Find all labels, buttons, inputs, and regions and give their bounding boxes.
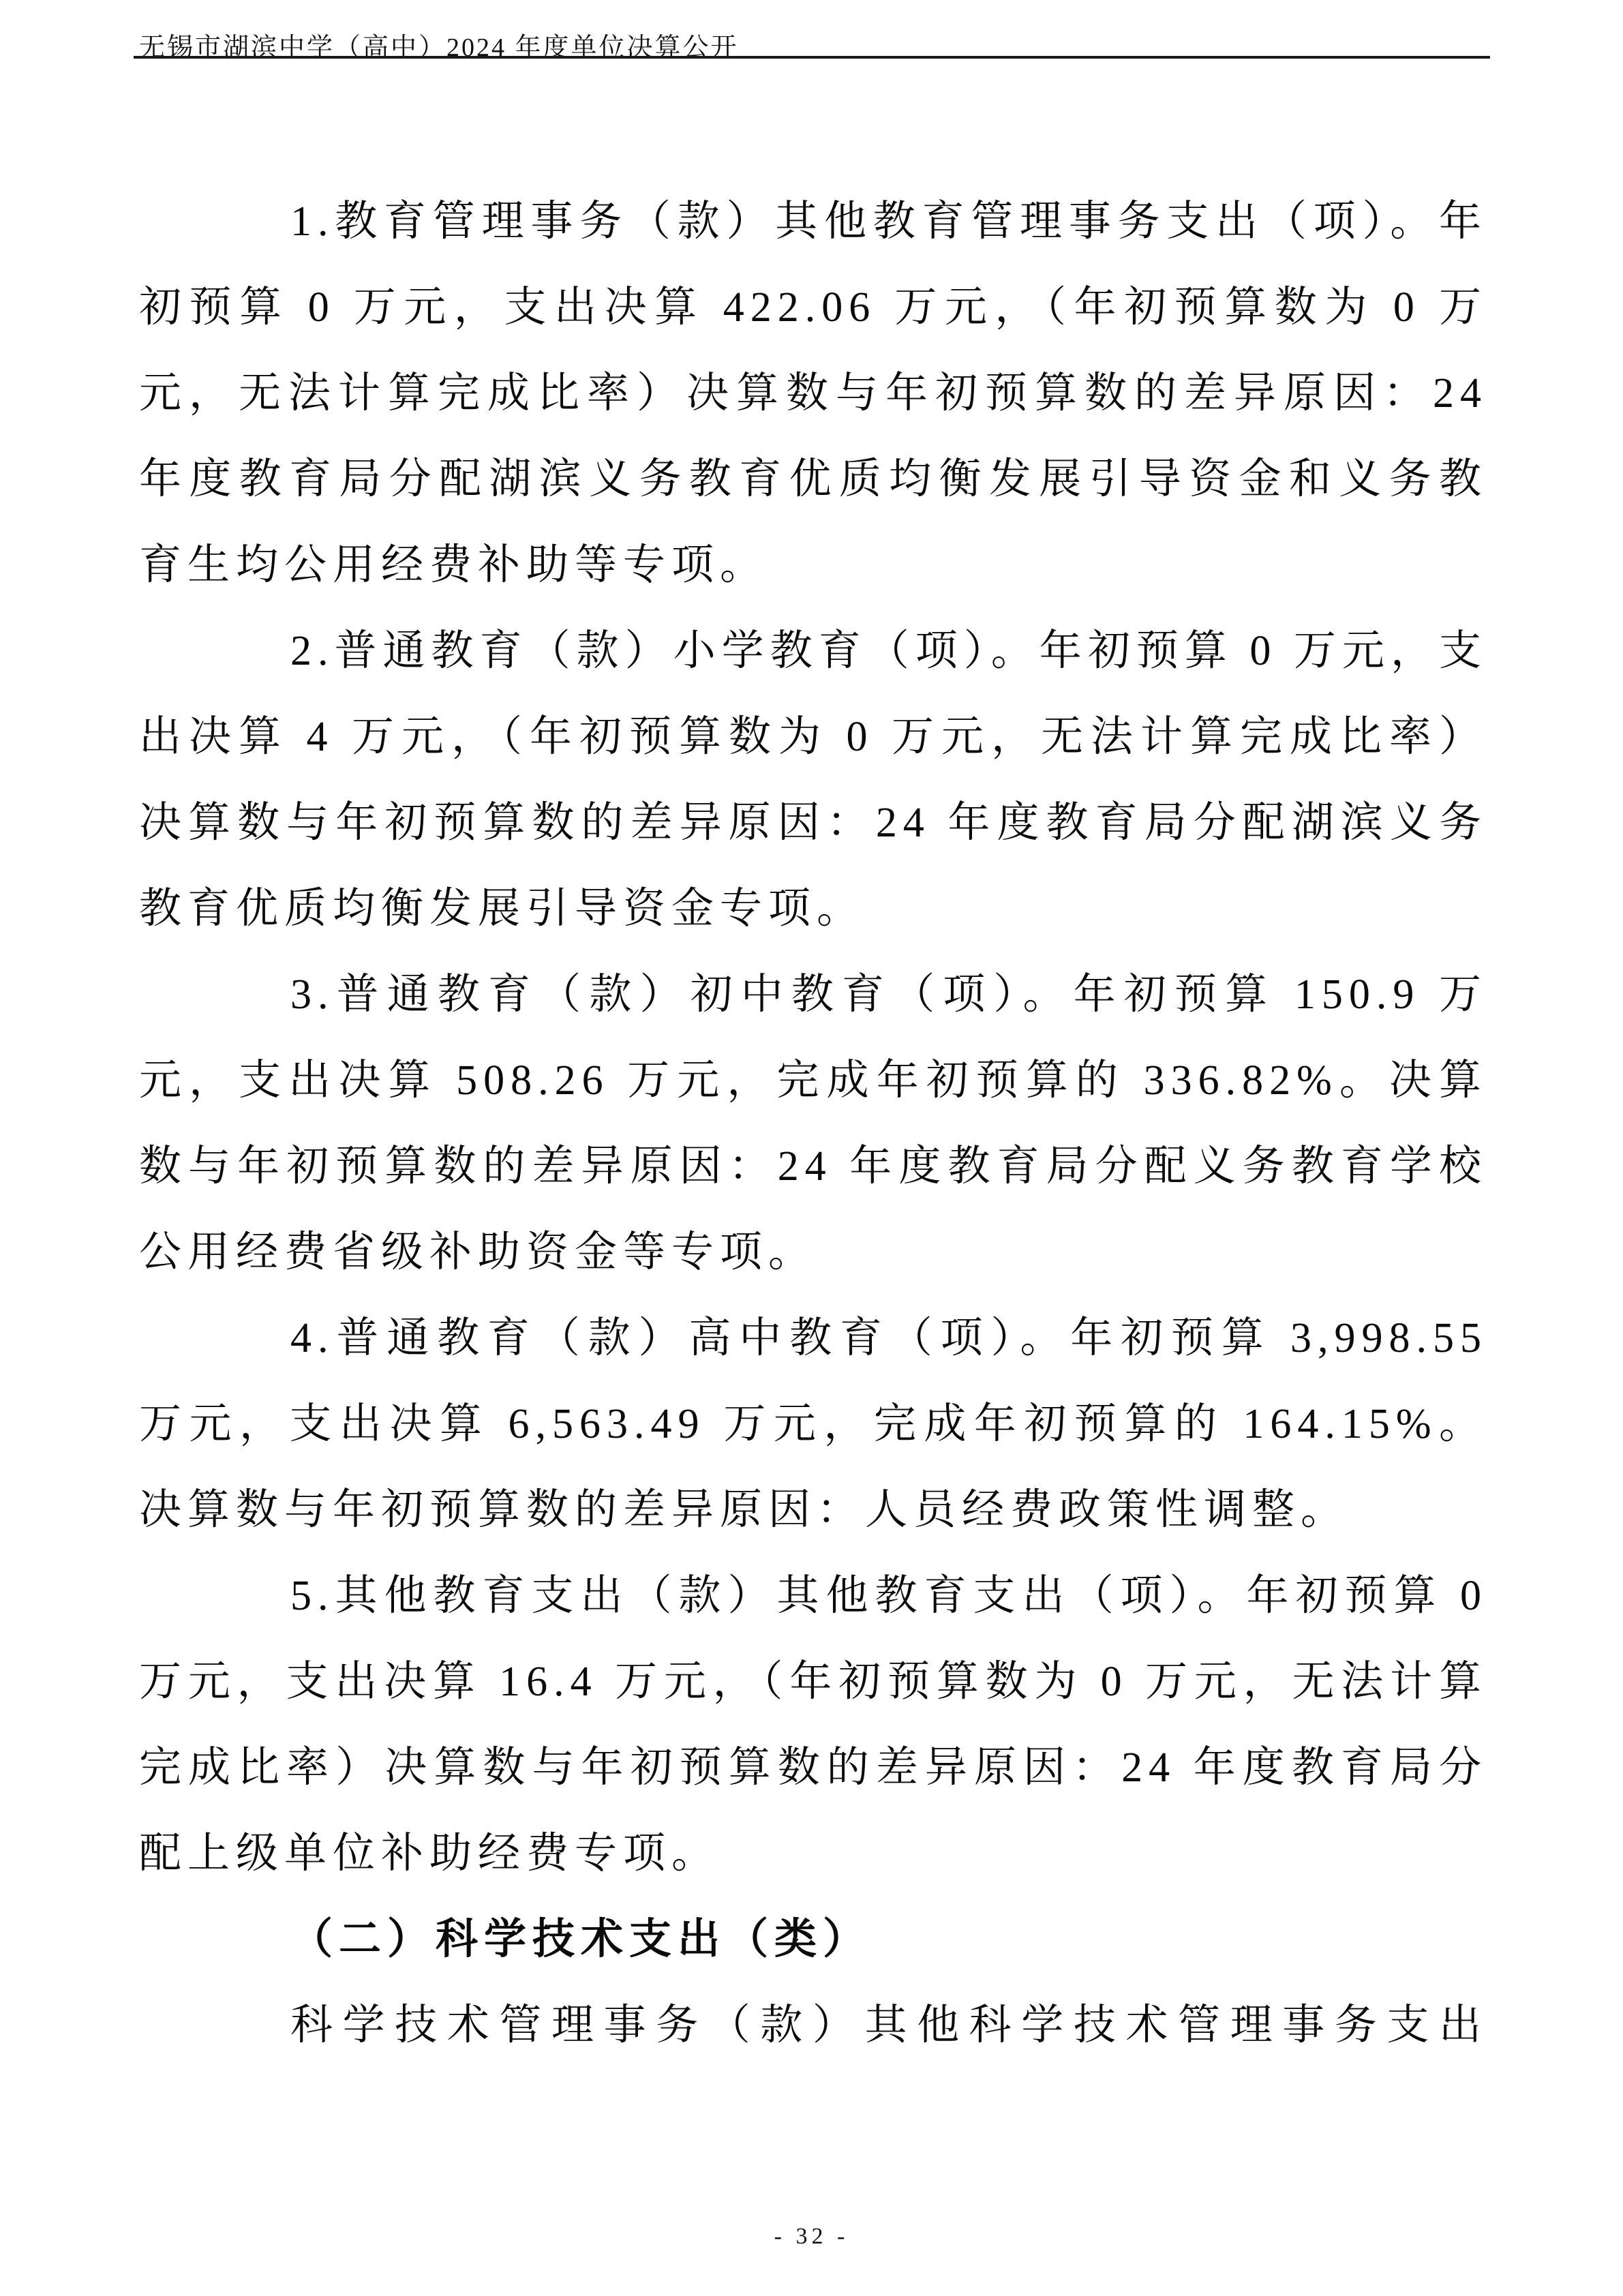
paragraph-senior-high-education: 4.普通教育（款）高中教育（项）。年初预算 3,998.55 万元，支出决算 6,563.49 万元，完成年初预算的 164.15%。决算数与年初预算数的差异原因：人员经费政策性调整。 bbox=[139, 1315, 1487, 1533]
paragraph-junior-high-education: 3.普通教育（款）初中教育（项）。年初预算 150.9 万元，支出决算 508.26 万元，完成年初预算的 336.82%。决算数与年初预算数的差异原因：24 年度教育局分配义务教育学校公用经费省级补助资金等专项。 bbox=[139, 971, 1487, 1275]
page-number: - 32 - bbox=[774, 2224, 849, 2249]
section-heading-science-technology: （二）科学技术支出（类） bbox=[290, 1916, 872, 1963]
document-body bbox=[139, 179, 1487, 2068]
page-header-title: 无锡市湖滨中学（高中）2024 年度单位决算公开 bbox=[139, 33, 739, 62]
paragraph-education-management: 1.教育管理事务（款）其他教育管理事务支出（项）。年初预算 0 万元，支出决算 422.06 万元，（年初预算数为 0 万元，无法计算完成比率）决算数与年初预算数的差异原因：24 年度教育局分配湖滨义务教育优质均衡发展引导资金和义务教育生均公用经费补助等专项。 bbox=[139, 198, 1487, 588]
paragraph-other-education-expense: 5.其他教育支出（款）其他教育支出（项）。年初预算 0 万元，支出决算 16.4 万元，（年初预算数为 0 万元，无法计算完成比率）决算数与年初预算数的差异原因：24 年度教育局分配上级单位补助经费专项。 bbox=[139, 1573, 1487, 1877]
paragraph-science-technology-continued: 科学技术管理事务（款）其他科学技术管理事务支出 bbox=[290, 2002, 1487, 2049]
header-divider-line bbox=[134, 56, 1490, 59]
paragraph-primary-education: 2.普通教育（款）小学教育（项）。年初预算 0 万元，支出决算 4 万元，（年初预算数为 0 万元，无法计算完成比率）决算数与年初预算数的差异原因：24 年度教育局分配湖滨义务教育优质均衡发展引导资金专项。 bbox=[139, 628, 1487, 932]
